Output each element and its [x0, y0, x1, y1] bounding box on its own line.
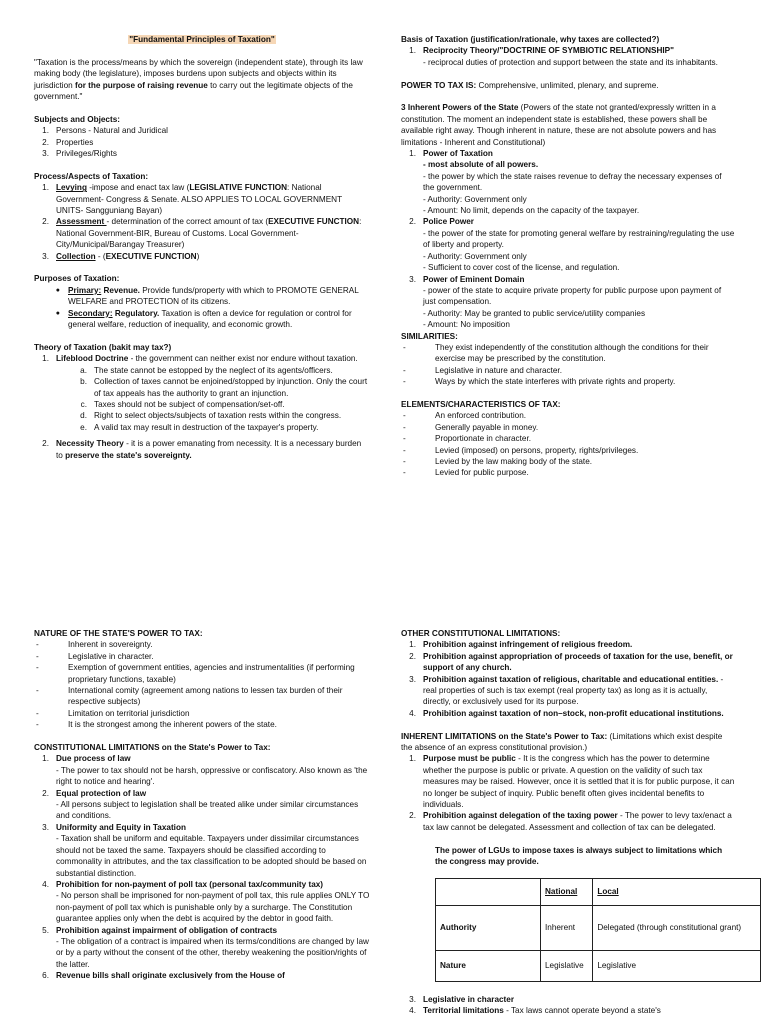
term: Assessment — [56, 217, 107, 227]
list-item — [401, 1005, 735, 1016]
list-item — [401, 216, 735, 273]
list-item — [401, 148, 735, 216]
list-number: 2. — [409, 811, 416, 821]
term-bold: Equal protection of law — [56, 788, 147, 798]
list-number: 1. — [409, 754, 416, 764]
dash-bullet: - — [36, 686, 39, 696]
list-item — [401, 342, 735, 365]
dash-bullet: - — [36, 651, 39, 661]
list-text: They exist independently of the constitution although the conditions for their exercise may be prescribed by the constitution. — [435, 342, 709, 364]
text: - power of the state to acquire private property for public purpose upon payment of just compensation. — [423, 285, 722, 307]
left-bottom-column — [34, 628, 370, 982]
list-number: 4. — [42, 879, 49, 889]
list-number: 2. — [409, 651, 416, 661]
list-text — [56, 879, 370, 925]
list-item — [34, 251, 370, 262]
list-text: Inherent in sovereignty. — [68, 640, 153, 650]
list-text — [56, 753, 370, 787]
list-text: Legislative in character. — [68, 651, 154, 661]
list-text: Properties — [56, 137, 94, 147]
list-item — [401, 410, 735, 421]
list-number: 3. — [42, 149, 49, 159]
text: - ( — [95, 251, 106, 261]
term-bold: Purpose must be public — [423, 754, 516, 764]
list-item — [34, 879, 370, 925]
list-text — [56, 216, 370, 250]
term-bold: Prohibition against taxation of religious, charitable and educational entities. — [423, 674, 719, 684]
text: - It is the congress which has the power to determine whether the purpose is public or private. A question on the validity of such tax measures may be raised. However, once it is settled that it is for public purpose, it can no longer be subject of inquiry. Public benefit often gives incidental benefits to individuals. — [423, 754, 735, 810]
term: Secondary: — [68, 308, 113, 318]
bullet-icon: ● — [55, 309, 60, 317]
list-item — [401, 994, 735, 1005]
nature-heading: NATURE OF THE STATE'S POWER TO TAX: — [34, 629, 203, 638]
text: - real properties of such is tax exempt (real property tax) as long as it is actually, directly, or exclusively used for its purpose. — [423, 674, 724, 707]
table-corner-cell — [436, 878, 541, 905]
term-bold: - most absolute of all powers. — [423, 160, 539, 170]
list-item — [34, 137, 370, 148]
text: -impose and enact tax law ( — [86, 183, 190, 193]
text: - the government can neither exist nor endure without taxation. — [128, 354, 358, 364]
dash-bullet: - — [403, 468, 406, 478]
list-number: 1. — [42, 126, 49, 136]
list-letter: c. — [80, 399, 87, 409]
list-item — [34, 822, 370, 879]
inherent-powers-intro — [401, 102, 735, 148]
list-text — [423, 1005, 735, 1016]
theory-heading: Theory of Taxation (bakit may tax?) — [34, 342, 172, 352]
list-item — [401, 456, 735, 467]
dash-bullet: - — [403, 456, 406, 466]
sub-list-item — [34, 410, 370, 421]
list-item — [401, 639, 735, 650]
list-item — [34, 788, 370, 822]
process-heading: Process/Aspects of Taxation: — [34, 171, 149, 181]
text: - determination of the correct amount of tax ( — [106, 217, 269, 227]
text: - the power of the state for promoting general welfare by restraining/regulating the use of liberty and property. — [423, 228, 735, 250]
list-text: Privileges/Rights — [56, 149, 117, 159]
list-text: Taxes should not be subject of compensation/set-off. — [94, 399, 285, 409]
list-letter: b. — [80, 377, 87, 387]
text: - Authority: Government only — [423, 194, 527, 204]
text: - Amount: No imposition — [423, 320, 510, 330]
list-item — [401, 651, 735, 674]
text: - No person shall be imprisoned for non-payment of poll tax, this rule applies ONLY TO non-payment of poll tax which is punishable only by a surcharge. The Constitution guarantee applies only when the debt is acquired by the debtor in good faith. — [56, 891, 370, 924]
list-text: Persons - Natural and Juridical — [56, 126, 168, 136]
text: - Authority: May be granted to public service/utility companies — [423, 308, 646, 318]
definition-text: "Taxation is the process/means by which the sovereign (independent state), through its law making body (the legislature), imposes burdens upon subjects and objects within its jurisdiction — [34, 57, 363, 90]
list-item — [34, 438, 370, 461]
list-item — [401, 467, 735, 478]
list-item — [34, 753, 370, 787]
left-top-column — [34, 34, 370, 461]
text: - it is a power emanating from necessity. It is a necessary burden to — [56, 439, 362, 460]
list-number: 1. — [42, 754, 49, 764]
list-text: Collection of taxes cannot be enjoined/stopped by injunction. Only the court of tax appeals has the authority to grant an injunction. — [94, 377, 368, 398]
list-number: 5. — [42, 925, 49, 935]
text: (Powers of the state not granted/expressly written in a constitution. The moment an independent state is established, these powers shall be available right away. Though inherent in nature, these are not absolute powers and has limitations - Inherent and Constitutional) — [401, 103, 717, 147]
list-number: 2. — [42, 217, 49, 227]
constitutional-heading: CONSTITUTIONAL LIMITATIONS on the State's Power to Tax: — [34, 743, 271, 753]
dash-bullet: - — [36, 708, 39, 718]
text: - Sufficient to cover cost of the license, and regulation. — [423, 263, 620, 273]
list-item — [401, 274, 735, 331]
list-text — [68, 308, 370, 331]
list-text: Limitation on territorial jurisdiction — [68, 708, 190, 718]
list-item — [401, 674, 735, 708]
term-bold: Prohibition against infringement of religious freedom. — [423, 640, 633, 650]
list-text — [423, 639, 735, 650]
list-text — [68, 285, 370, 308]
row-header: Nature — [436, 950, 541, 981]
list-text — [56, 182, 370, 216]
text: - All persons subject to legislation shall be treated alike under similar circumstances and conditions. — [56, 800, 359, 821]
text: (Limitations which exist despite the absence of an express constitutional provision.) — [401, 731, 723, 753]
list-text: Levied (imposed) on persons, property, rights/privileges. — [435, 445, 639, 455]
table-row — [436, 905, 761, 950]
term-bold: Revenue bills shall originate exclusively from the House of — [56, 971, 285, 981]
list-item — [401, 708, 735, 719]
right-bottom-column — [401, 628, 742, 1016]
dash-bullet: - — [403, 342, 406, 352]
list-text — [423, 753, 735, 810]
text: Comprehensive, unlimited, plenary, and supreme. — [476, 80, 659, 90]
table-cell: Legislative — [541, 950, 593, 981]
list-text — [423, 216, 735, 273]
basis-heading: Basis of Taxation (justification/rationale, why taxes are collected?) — [401, 35, 660, 44]
document-title — [34, 34, 370, 45]
list-text: Ways by which the state interferes with private rights and property. — [435, 377, 676, 387]
list-text: Proportionate in character. — [435, 434, 532, 444]
power-to-tax — [401, 80, 735, 91]
text: : National Government-BIR, Bureau of Customs. Local Government- City/Municipal/Barangay Treasurer) — [56, 217, 362, 250]
list-item — [34, 353, 370, 364]
list-text — [56, 438, 370, 461]
sub-list-item — [34, 365, 370, 376]
list-text: The state cannot be estopped by the neglect of its agents/officers. — [94, 365, 333, 375]
list-number: 3. — [409, 274, 416, 284]
term-bold: Prohibition against impairment of obligation of contracts — [56, 925, 278, 935]
list-number: 2. — [42, 137, 49, 147]
function-label: EXECUTIVE FUNCTION — [268, 217, 360, 227]
dash-bullet: - — [403, 422, 406, 432]
list-text: Right to select objects/subjects of taxation rests within the congress. — [94, 411, 342, 421]
right-top-column — [401, 34, 735, 479]
list-number: 2. — [42, 788, 49, 798]
list-item — [401, 810, 735, 833]
dash-bullet: - — [403, 445, 406, 455]
list-item — [401, 422, 735, 433]
list-item — [401, 753, 735, 810]
term-bold: Prohibition against taxation of non–stock, non-profit educational institutions. — [423, 708, 724, 718]
list-number: 2. — [409, 217, 416, 227]
dash-bullet: - — [36, 663, 39, 673]
list-letter: e. — [80, 422, 87, 432]
row-header: Authority — [436, 905, 541, 950]
dash-bullet: - — [403, 434, 406, 444]
list-number: 1. — [409, 149, 416, 159]
dash-bullet: - — [36, 720, 39, 730]
term-bold: Prohibition against delegation of the taxing power — [423, 811, 618, 821]
list-text — [56, 788, 370, 822]
dash-bullet: - — [403, 377, 406, 387]
list-text: Legislative in nature and character. — [435, 365, 562, 375]
list-text: Generally payable in money. — [435, 422, 539, 432]
term-bold: preserve the state's sovereignty. — [65, 450, 192, 460]
list-item — [34, 285, 370, 308]
list-item — [34, 148, 370, 159]
other-limitations-heading: OTHER CONSTITUTIONAL LIMITATIONS: — [401, 629, 561, 638]
list-number: 4. — [409, 1005, 416, 1015]
sub-list-item — [34, 422, 370, 433]
list-number: 3. — [42, 251, 49, 261]
lgu-note: The power of LGUs to impose taxes is always subject to limitations which the congress may provide. — [435, 845, 723, 867]
text: ) — [196, 251, 200, 261]
term: Primary: — [68, 285, 102, 295]
list-item — [401, 433, 735, 444]
text: - Authority: Government only — [423, 251, 527, 261]
bullet-icon: ● — [55, 286, 60, 294]
list-item — [34, 125, 370, 136]
term-bold: Reciprocity Theory/"DOCTRINE OF SYMBIOTIC RELATIONSHIP" — [423, 46, 674, 56]
list-number: 2. — [42, 439, 49, 449]
dash-bullet: - — [403, 365, 406, 375]
subjects-heading: Subjects and Objects: — [34, 114, 120, 124]
table-cell: Legislative — [593, 950, 761, 981]
inherent-limitations-intro — [401, 731, 735, 754]
term-bold: Power of Taxation — [423, 149, 493, 159]
list-item — [34, 708, 370, 719]
list-text: International comity (agreement among nations to lessen tax burden of their respective subjects) — [68, 686, 343, 707]
list-number: 1. — [409, 46, 416, 56]
list-text — [423, 148, 735, 216]
list-item — [34, 182, 370, 216]
term-bold: Uniformity and Equity in Taxation — [56, 822, 186, 832]
list-item — [34, 925, 370, 971]
dash-bullet: - — [403, 411, 406, 421]
term-bold: Territorial limitations — [423, 1005, 504, 1015]
purposes-heading: Purposes of Taxation: — [34, 274, 120, 284]
list-item — [34, 685, 370, 708]
list-text — [56, 925, 370, 971]
text: - reciprocal duties of protection and support between the state and its inhabitants. — [423, 57, 718, 67]
list-item — [34, 651, 370, 662]
list-number: 3. — [409, 994, 416, 1004]
term-bold: Regulatory. — [112, 308, 160, 318]
list-text — [56, 251, 370, 262]
text: Taxation is often a device for regulation or control for general welfare, reduction of inequality, and economic growth. — [68, 308, 352, 330]
table-cell: Delegated (through constitutional grant) — [593, 905, 761, 950]
function-label: EXECUTIVE FUNCTION — [105, 251, 197, 261]
list-text: A valid tax may result in destruction of the taxpayer's property. — [94, 422, 319, 432]
term-bold: POWER TO TAX IS: — [401, 80, 477, 90]
list-text: An enforced contribution. — [435, 411, 527, 421]
text: : National Government- Congress & Senate. ALSO APPLIES TO LOCAL GOVERNMENT UNITS- Sangguniang Bayan) — [56, 183, 342, 216]
list-item — [34, 970, 370, 981]
term-bold: Prohibition against appropriation of proceeds of taxation for the use, benefit, or support of any church. — [423, 651, 733, 673]
list-text: It is the strongest among the inherent powers of the state. — [68, 720, 277, 730]
list-item — [401, 445, 735, 456]
list-number: 1. — [42, 354, 49, 364]
title-highlight: "Fundamental Principles of Taxation" — [129, 35, 275, 44]
table-row — [436, 950, 761, 981]
list-text — [56, 970, 370, 981]
column-header-local: Local — [593, 878, 761, 905]
term-bold: INHERENT LIMITATIONS on the State's Power to Tax: — [401, 731, 608, 741]
list-item — [401, 365, 735, 376]
national-local-table — [435, 878, 761, 982]
definition-bold: for the purpose of raising revenue — [74, 80, 208, 90]
column-header-national: National — [541, 878, 593, 905]
list-text — [423, 274, 735, 331]
function-label: LEGISLATIVE FUNCTION — [189, 183, 288, 193]
term-bold: Police Power — [423, 217, 474, 227]
list-item — [34, 308, 370, 331]
elements-heading: ELEMENTS/CHARACTERISTICS OF TAX: — [401, 399, 561, 409]
text: - The power to tax should not be harsh, oppressive or confiscatory. Also known as 'the right to notice and hearing'. — [56, 765, 368, 787]
term-bold: Revenue. — [101, 285, 140, 295]
list-text — [423, 674, 735, 708]
text: Provide funds/property with which to PROMOTE GENERAL WELFARE and PROTECTION of its citizens. — [68, 285, 359, 307]
list-text: Levied by the law making body of the state. — [435, 456, 593, 466]
list-item — [401, 45, 735, 68]
list-text — [423, 45, 735, 68]
table-cell: Inherent — [541, 905, 593, 950]
term-bold: Power of Eminent Domain — [423, 274, 525, 284]
list-item — [34, 719, 370, 730]
list-text — [423, 651, 735, 674]
text: - Tax laws cannot operate beyond a state's — [503, 1005, 661, 1015]
list-number: 6. — [42, 971, 49, 981]
sub-list-item — [34, 376, 370, 399]
term-bold: Lifeblood Doctrine — [56, 354, 129, 364]
list-item — [401, 376, 735, 387]
term: Collection — [56, 251, 96, 261]
definition-tail: to carry out the legitimate objects of the government." — [34, 80, 353, 102]
taxation-definition — [34, 57, 370, 103]
text: - The power to levy tax/enact a tax law cannot be delegated. Assessment and collection of tax can be delegated. — [423, 811, 732, 832]
similarities-heading: SIMILARITIES: — [401, 331, 458, 341]
list-item — [34, 216, 370, 250]
list-number: 4. — [409, 708, 416, 718]
table-header-row — [436, 878, 761, 905]
list-text — [56, 353, 370, 364]
sub-list-item — [34, 399, 370, 410]
text: - Taxation shall be uniform and equitable. Taxpayers under dissimilar circumstances should not be taxed the same. Taxpayers should be classified according to commonality in attributes, and the tax classification to be adopted should be based on substantial distinction. — [56, 834, 367, 878]
list-text — [423, 810, 735, 833]
list-number: 3. — [409, 674, 416, 684]
list-number: 1. — [42, 183, 49, 193]
text: - the power by which the state raises revenue to defray the necessary expenses of the government. — [423, 171, 722, 193]
list-letter: a. — [80, 365, 87, 375]
text: - The obligation of a contract is impaired when its terms/conditions are changed by law or by a party without the consent of the other, thereby weakening the position/rights of the latter. — [56, 936, 369, 969]
term: Levying — [56, 183, 87, 193]
term-bold: Due process of law — [56, 754, 131, 764]
list-text — [56, 822, 370, 879]
list-item — [34, 639, 370, 650]
text: - Amount: No limit, depends on the capacity of the taxpayer. — [423, 206, 640, 216]
list-text — [423, 708, 735, 719]
term-bold: 3 Inherent Powers of the State — [401, 103, 519, 113]
list-text: Exemption of government entities, agencies and instrumentalities (if performing proprietary functions, taxable) — [68, 663, 355, 684]
list-number: 1. — [409, 640, 416, 650]
list-number: 3. — [42, 822, 49, 832]
list-text — [423, 994, 735, 1005]
list-letter: d. — [80, 411, 87, 421]
dash-bullet: - — [36, 640, 39, 650]
term-bold: Necessity Theory — [56, 439, 124, 449]
term-bold: Prohibition for non-payment of poll tax (personal tax/community tax) — [56, 879, 324, 889]
term-bold: Legislative in character — [423, 994, 515, 1004]
list-item — [34, 662, 370, 685]
list-text: Levied for public purpose. — [435, 468, 529, 478]
